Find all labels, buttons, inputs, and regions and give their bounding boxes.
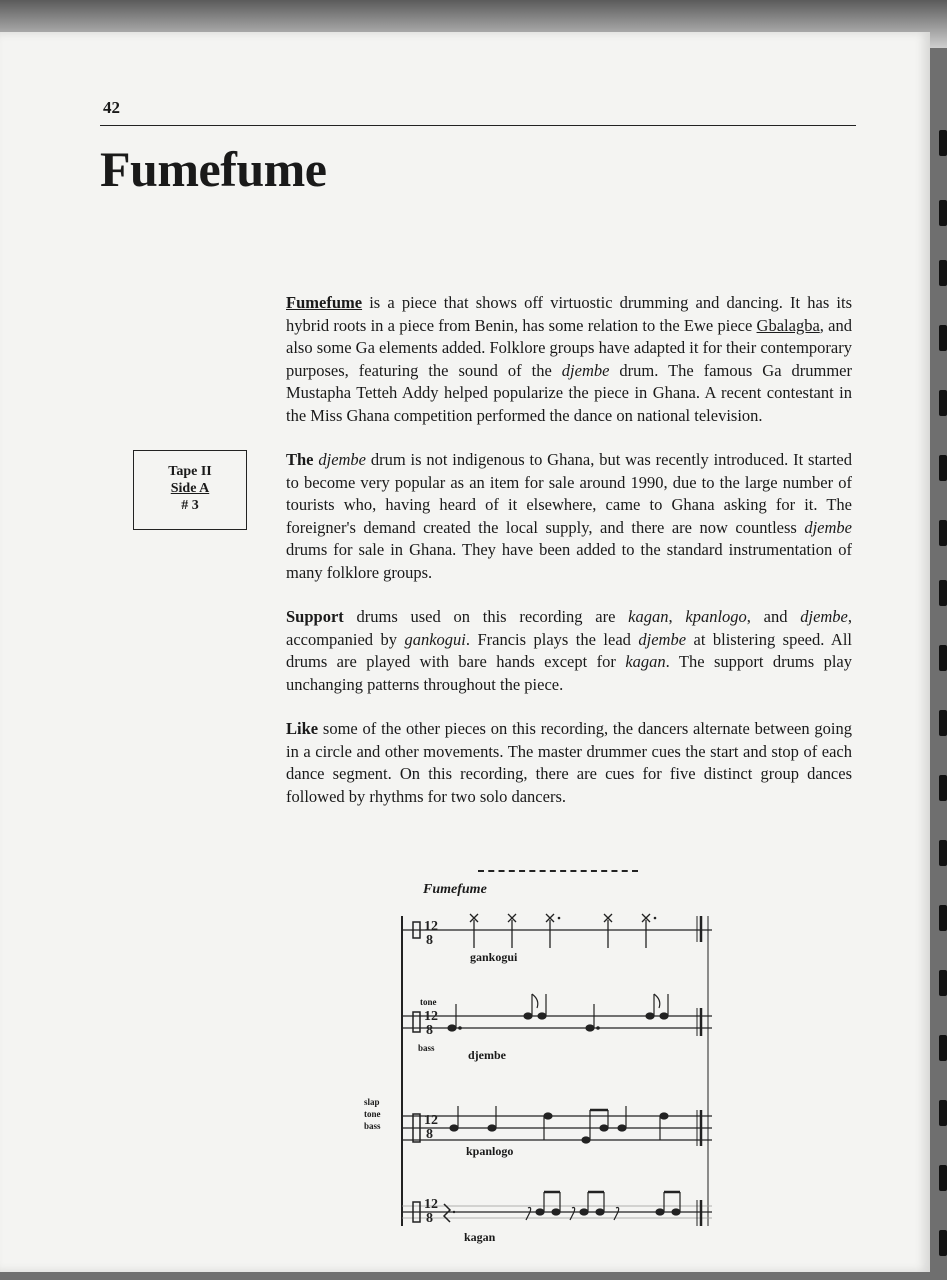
staff-kagan — [402, 1192, 712, 1226]
mark-label: bass — [418, 1043, 435, 1053]
tape-reference-box — [133, 450, 247, 530]
staff-djembe — [402, 994, 712, 1038]
binding-hole — [939, 520, 947, 546]
lead-word: Like — [286, 719, 319, 738]
lead-word: Support — [286, 607, 344, 626]
instrument-label-kpanlogo: kpanlogo — [466, 1144, 514, 1158]
svg-text:8: 8 — [426, 1127, 433, 1142]
svg-text:12: 12 — [424, 1113, 438, 1128]
article-body — [286, 292, 852, 830]
svg-text:12: 12 — [424, 1197, 438, 1212]
paragraph-support — [286, 606, 852, 696]
tape-label: Tape II — [168, 464, 212, 479]
svg-text:12: 12 — [424, 919, 438, 934]
paragraph-dance — [286, 718, 852, 808]
svg-text:12: 12 — [424, 1009, 438, 1024]
italic-term: kagan — [628, 607, 669, 626]
instrument-label-djembe: djembe — [468, 1048, 506, 1062]
binding-hole — [939, 455, 947, 481]
paragraph-djembe — [286, 449, 852, 584]
italic-term: kpanlogo — [685, 607, 747, 626]
text-span: at blistering speed. All drums are played with bare hands except for — [286, 629, 852, 671]
binding-hole — [939, 1100, 947, 1126]
text-span: , — [668, 607, 686, 626]
italic-term: kagan — [625, 652, 666, 671]
mark-label: tone — [364, 1109, 381, 1119]
italic-term: djembe — [800, 607, 848, 626]
binding-hole — [939, 325, 947, 351]
binding-hole — [939, 1230, 947, 1256]
text-span: . The support drums play unchanging patterns throughout the piece. — [286, 652, 853, 694]
text-span: drums for sale in Ghana. They have been added to the standard instrumentation of many folklore groups. — [286, 540, 852, 582]
mark-label: slap — [364, 1097, 380, 1107]
text-span: drum. The famous Ga drummer Mustapha Tetteh Addy helped popularize the piece in Ghana. A recent contestant in the Miss Ghana competition performed the dance on national television. — [286, 360, 852, 425]
binding-hole — [939, 1165, 947, 1191]
related-piece: Gbalagba — [756, 315, 820, 335]
track-number: # 3 — [181, 498, 199, 513]
text-span: , accompanied by — [286, 607, 853, 649]
italic-term: djembe — [561, 360, 610, 380]
svg-text:8: 8 — [426, 1023, 433, 1038]
staff-kpanlogo — [402, 1106, 712, 1146]
drum-notation-score — [360, 870, 720, 1250]
instrument-label-gankogui: gankogui — [470, 950, 518, 964]
paragraph-intro — [286, 292, 852, 427]
binding-hole — [939, 390, 947, 416]
text-span: , and — [746, 607, 801, 626]
italic-term: gankogui — [404, 629, 466, 649]
text-span: is a piece that shows off virtuostic drumming and dancing. It has its hybrid roots in a piece from Benin, has some relation to the Ewe piece — [286, 293, 852, 335]
binding-hole — [939, 710, 947, 736]
binding-hole — [939, 970, 947, 996]
text-span: drum is not indigenous to Ghana, but was recently introduced. It started to become very popular as an item for sale around 1990, due to the large number of tourists who, having heard of it elsewhere, came to Ghana asking for it. The foreigner's demand created the local supply, and there are now countless — [286, 450, 853, 537]
binding-hole — [939, 200, 947, 226]
side-label: Side A — [170, 481, 210, 496]
binding-hole — [939, 905, 947, 931]
instrument-label-kagan: kagan — [464, 1230, 496, 1244]
score-title: Fumefume — [423, 882, 487, 897]
piece-name: Fumefume — [286, 293, 363, 312]
binding-hole — [939, 260, 947, 286]
page-title: Fumefume — [100, 141, 327, 197]
text-span: drums used on this recording are — [343, 607, 629, 626]
header-rule — [100, 125, 856, 126]
italic-term: djembe — [318, 450, 367, 469]
binding-hole — [939, 580, 947, 606]
binding-hole — [939, 130, 947, 156]
text-span: . Francis plays the lead — [465, 629, 639, 649]
staff-gankogui — [402, 914, 712, 948]
binding-hole — [939, 840, 947, 866]
mark-label: tone — [420, 997, 437, 1007]
page-number: 42 — [103, 98, 120, 117]
binding-hole — [939, 1035, 947, 1061]
text-span: some of the other pieces on this recording, the dancers alternate between going in a circle and other movements. The master drummer cues the start and stop of each dance segment. On this recording, there are cues for five distinct group dances followed by rhythms for two solo dancers. — [286, 719, 852, 806]
staff-system-svg — [360, 870, 720, 1250]
spiral-binding — [933, 70, 947, 1270]
mark-label: bass — [364, 1121, 381, 1131]
svg-text:8: 8 — [426, 933, 433, 948]
text-span: , and also some Ga elements added. Folklore groups have adapted it for their contemporary purposes, featuring the sound of the — [286, 315, 852, 380]
lead-word: The — [286, 450, 314, 469]
binding-hole — [939, 775, 947, 801]
italic-term: djembe — [804, 517, 852, 537]
svg-text:8: 8 — [426, 1211, 433, 1226]
binding-hole — [939, 645, 947, 671]
italic-term: djembe — [638, 629, 687, 649]
